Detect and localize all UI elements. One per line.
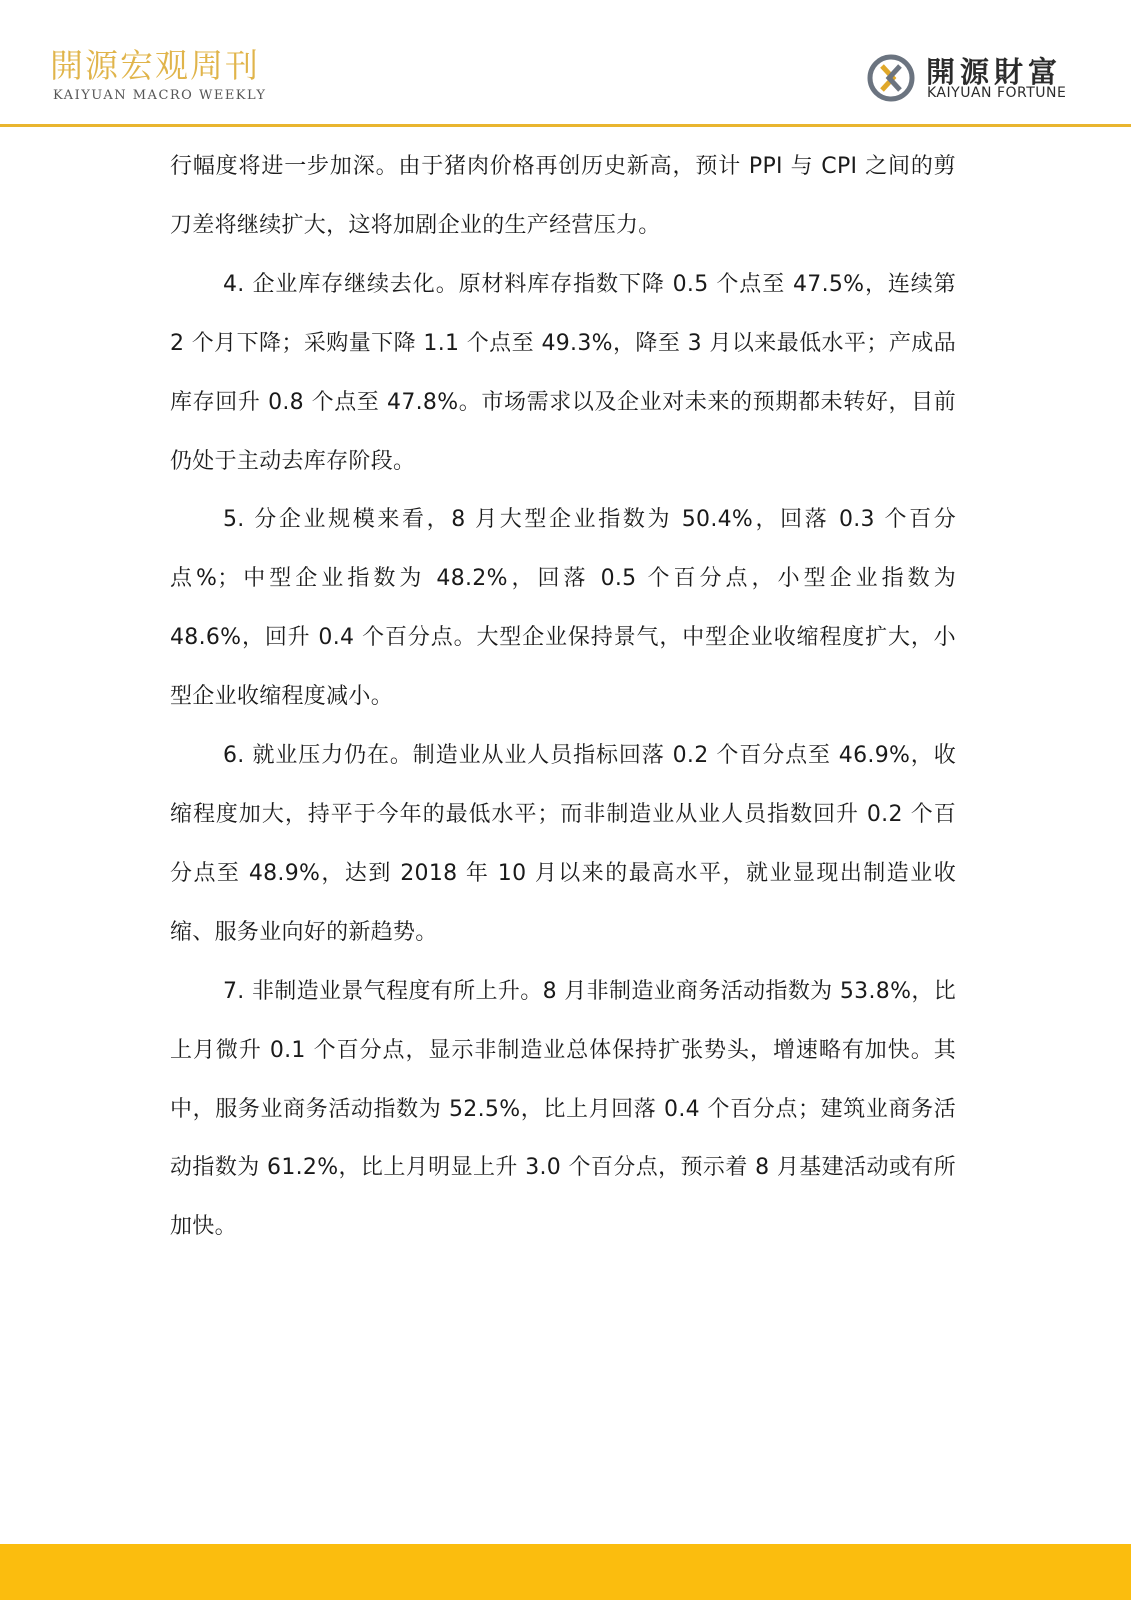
- paragraph-continuation: 行幅度将进一步加深。由于猪肉价格再创历史新高，预计 PPI 与 CPI 之间的剪刀差将继续扩大，这将加剧企业的生产经营压力。: [170, 154, 956, 238]
- logo-english-name: KAIYUAN FORTUNE: [927, 85, 1067, 101]
- logo-chinese-name: 開源財富: [926, 55, 1063, 89]
- publication-subtitle: KAIYUAN MACRO WEEKLY: [53, 88, 267, 103]
- kaiyuan-logo-icon: [866, 53, 916, 103]
- paragraph-non-manufacturing: 7. 非制造业景气程度有所上升。8 月非制造业商务活动指数为 53.8%，比上月微升 0.1 个百分点，显示非制造业总体保持扩张势头，增速略有加快。其中，服务业商务活动指数为 52.5%，比上月回落 0.4 个百分点；建筑业商务活动指数为 61.2%，比上月明显上升 3.0 个百分点，预示着 8 月基建活动或有所加快。: [170, 978, 956, 1240]
- paragraph-inventory: 4. 企业库存继续去化。原材料库存指数下降 0.5 个点至 47.5%，连续第 2 个月下降；采购量下降 1.1 个点至 49.3%，降至 3 月以来最低水平；产成品库存回升 0.8 个点至 47.8%。市场需求以及企业对未来的预期都未转好，目前仍处于主动去库存阶段。: [170, 271, 956, 474]
- page-header: [0, 0, 1131, 126]
- publication-title: 開源宏观周刊: [50, 46, 260, 85]
- company-logo: [866, 50, 1086, 104]
- header-divider: [0, 124, 1131, 127]
- paragraph-employment: 6. 就业压力仍在。制造业从业人员指标回落 0.2 个百分点至 46.9%，收缩程度加大，持平于今年的最低水平；而非制造业从业人员指数回升 0.2 个百分点至 48.9%，达到 2018 年 10 月以来的最高水平，就业显现出制造业收缩、服务业向好的新趋势。: [170, 743, 956, 945]
- article-body: [170, 138, 956, 1257]
- footer-bar: [0, 1544, 1131, 1600]
- paragraph-enterprise-size: 5. 分企业规模来看，8 月大型企业指数为 50.4%，回落 0.3 个百分点%；中型企业指数为 48.2%，回落 0.5 个百分点，小型企业指数为 48.6%，回升 0.4 个百分点。大型企业保持景气，中型企业收缩程度扩大，小型企业收缩程度减小。: [170, 507, 956, 710]
